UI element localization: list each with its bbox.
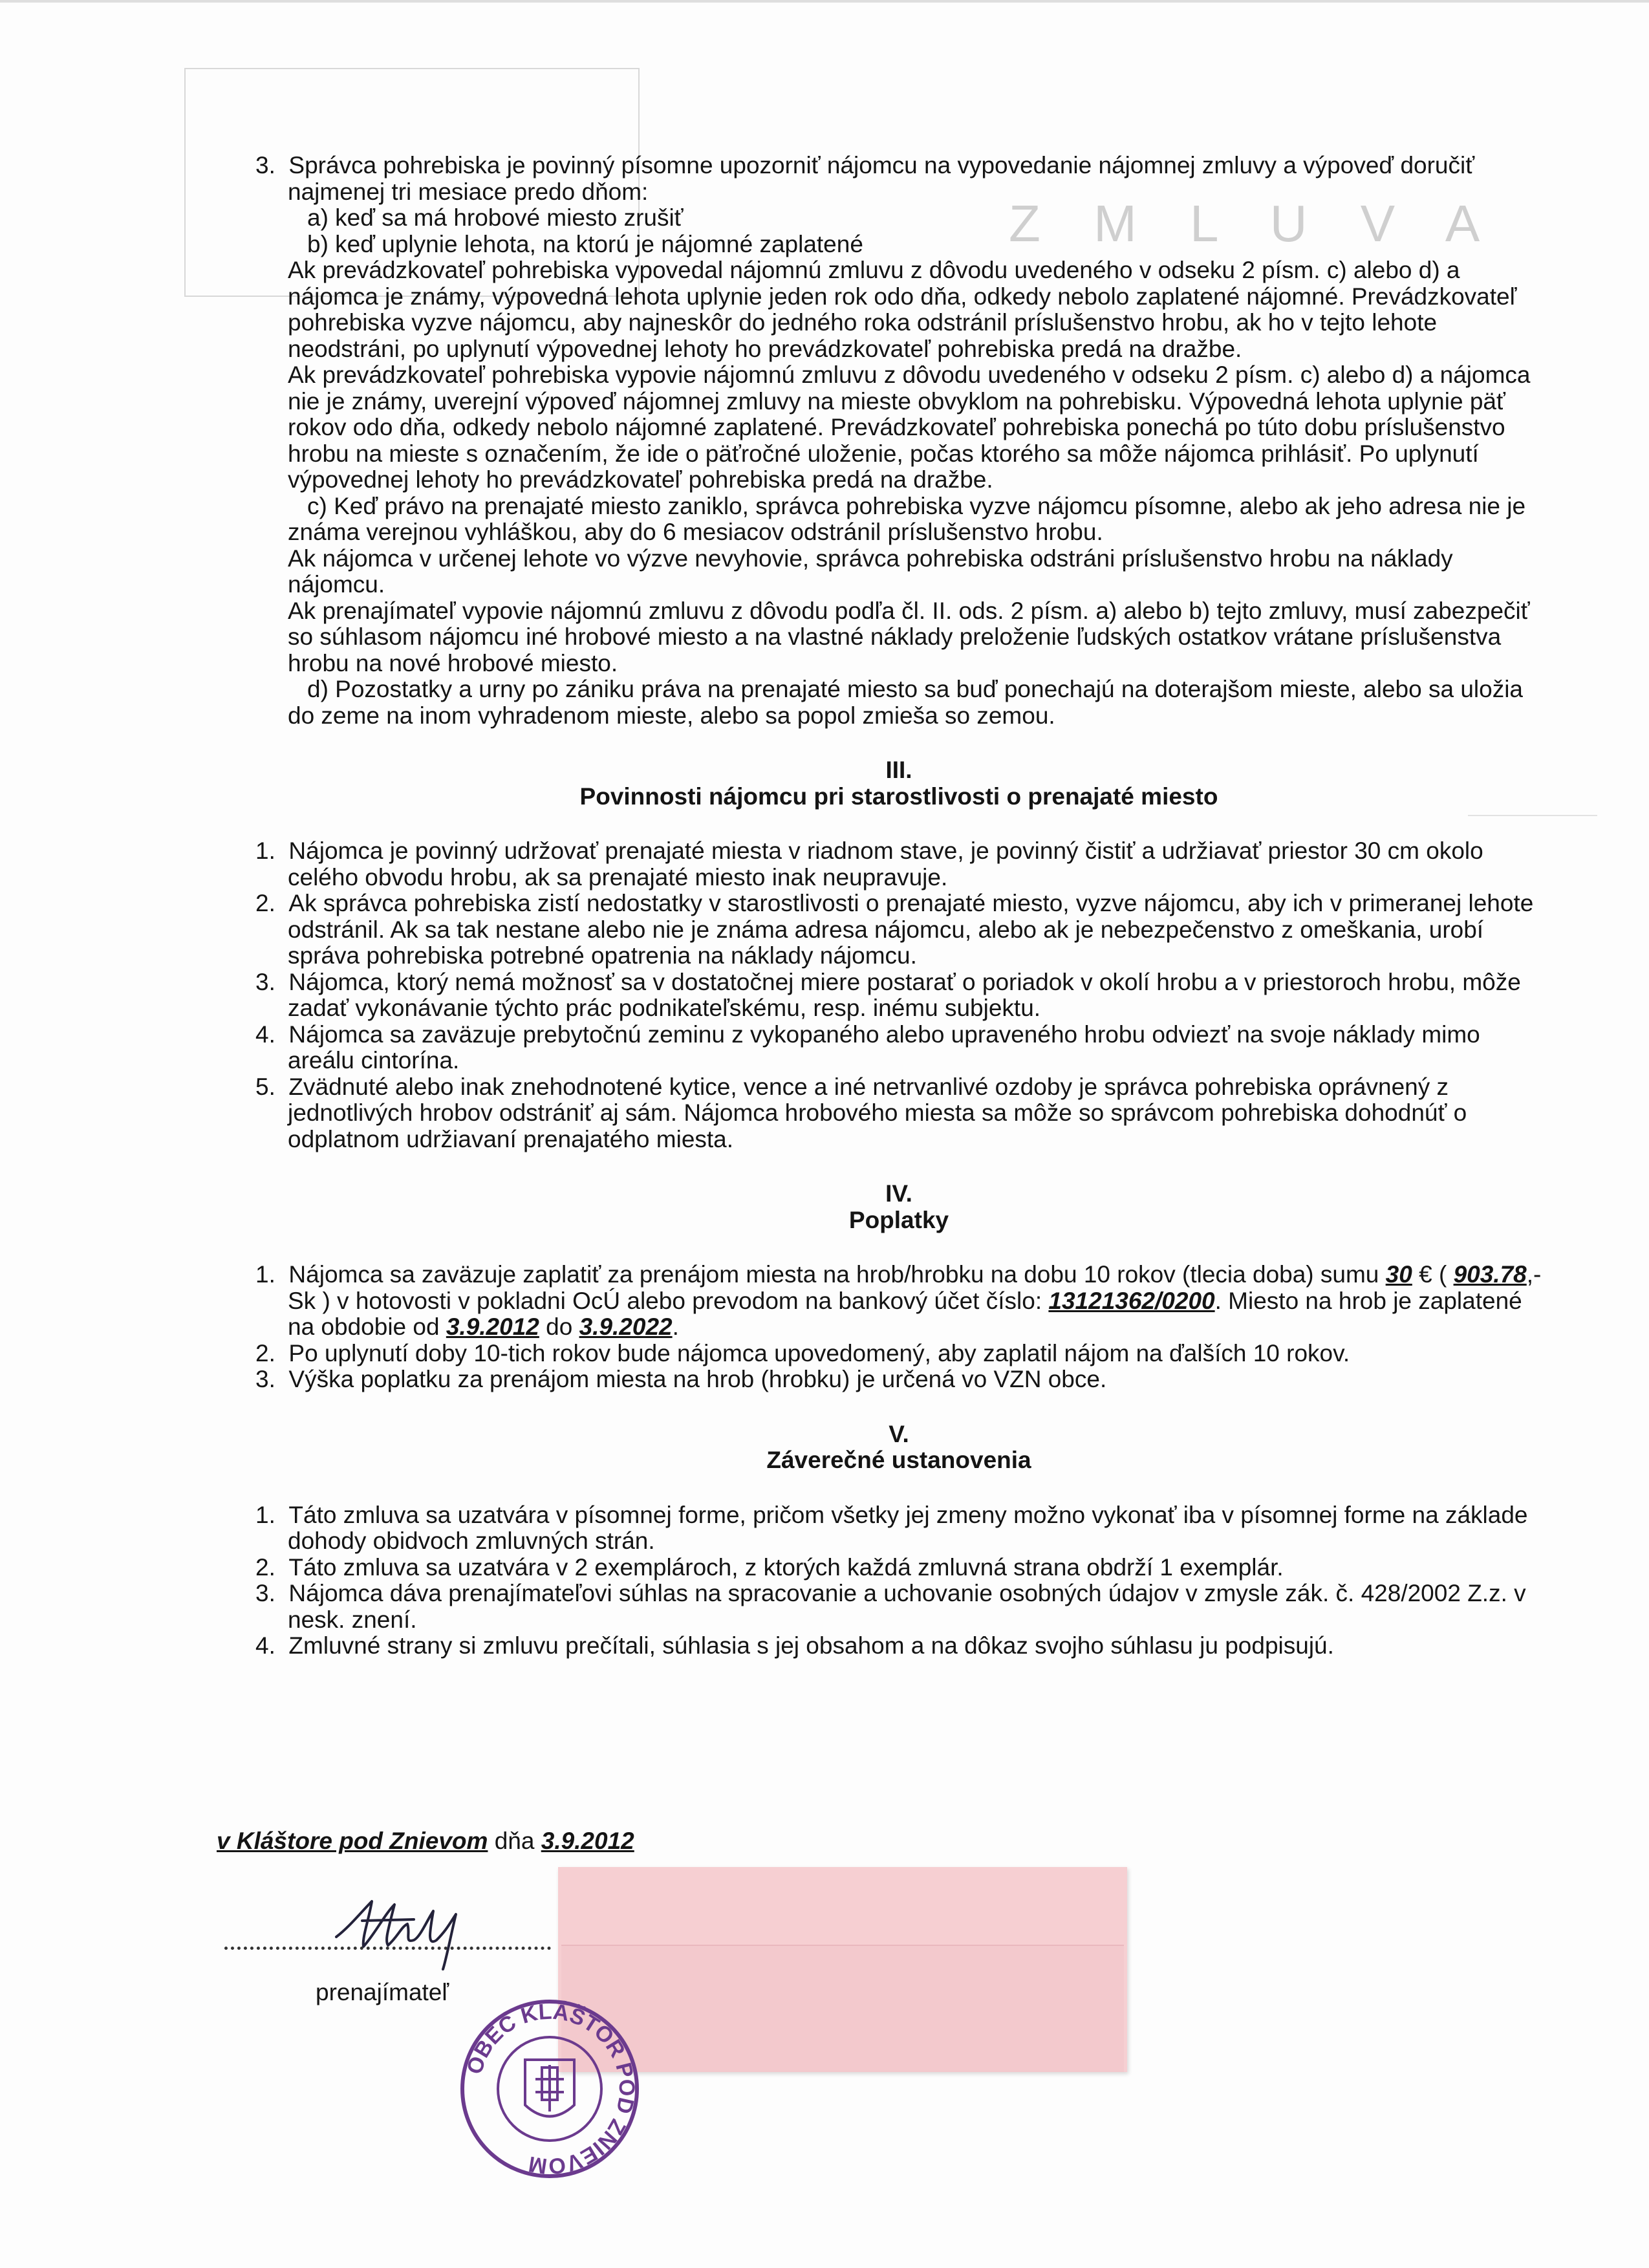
paragraph-point-d: d) Pozostatky a urny po zániku práva na prenajaté miesto sa buď ponechajú na doterajšom mieste, alebo sa uložia do zeme na inom vyhradenom mieste, alebo sa popol zmieša so zemou. — [288, 676, 1524, 729]
bleed-through-heading: Z M L U V A — [1009, 195, 1500, 252]
item-text: Výška poplatku za prenájom miesta na hrob (hrobku) je určená vo VZN obce. — [288, 1366, 1107, 1392]
list-item — [255, 969, 1542, 1022]
amount-sk: 903.78 — [1453, 1261, 1527, 1288]
item-text: Zmluvné strany si zmluvu prečítali, súhlasia s jej obsahom a na dôkaz svojho súhlasu ju podpisujú. — [288, 1632, 1334, 1659]
signing-place: v Kláštore pod Znievom — [217, 1828, 488, 1854]
item-text: Táto zmluva sa uzatvára v 2 exemplároch, z ktorých každá zmluvná strana obdrží 1 exemplár. — [288, 1553, 1284, 1581]
paragraph-unknown-tenant: Ak prevádzkovateľ pohrebiska vypovie nájomnú zmluvu z dôvodu uvedeného v odseku 2 písm. c) alebo d) a nájomca nie je známy, uverejní výpoveď nájomnej zmluvy na mieste obvyklom na pohrebisku. Výpovedná lehota uplynie päť rokov odo dňa, odkedy nebolo nájomné zaplatené. Prevádzkovateľ pohrebiska ponechá po túto dobu príslušenstvo hrobu na mieste s označením, že ide o päťročné uloženie, počas ktorého sa môže nájomca prihlásiť. Po uplynutí výpovednej lehoty ho prevádzkovateľ pohrebiska predá na dražbe. — [288, 362, 1531, 493]
item-text: Zvädnuté alebo inak znehodnotené kytice, vence a iné netrvanlivé ozdoby je správca pohrebiska oprávnený z jednotlivých hrobov odstrániť aj sám. Nájomca hrobového miesta sa môže so správcom pohrebiska dohodnúť o odplatnom udržiavaní prenajatého miesta. — [288, 1073, 1467, 1152]
list-item — [255, 1022, 1542, 1074]
item-3-point-a: a) keď sa má hrobové miesto zrušiť — [307, 204, 684, 231]
fees-item-1: 1. Nájomca sa zaväzuje zaplatiť za prenájom miesta na hrob/hrobku na dobu 10 rokov (tlecia doba) sumu 30 € ( 903.78,- Sk ) v hotovosti v pokladni OcÚ alebo prevodom na bankový účet číslo: 13121362/0200. Miesto na hrob je zaplatené na obdobie od 3.9.2012 do 3.9.2022. — [255, 1261, 1542, 1340]
stamp-text: OBEC KLÁŠTOR POD ZNIEVOM — [462, 1999, 640, 2179]
scan-edge — [0, 0, 1649, 3]
section-iii-title: Povinnosti nájomcu pri starostlivosti o prenajaté miesto — [579, 783, 1218, 810]
paragraph-point-c: c) Keď právo na prenajaté miesto zaniklo, správca pohrebiska vyzve nájomcu písomne, alebo ak jeho adresa nie je známa verejnou vyhláškou, aby do 6 mesiacov odstránil príslušenstvo hrobu. — [288, 492, 1526, 545]
signing-date: 3.9.2012 — [541, 1828, 634, 1854]
section-iv-list — [255, 1341, 1542, 1393]
coat-of-arms-icon — [525, 2060, 574, 2117]
item-3-point-b: b) keď uplynie lehota, na ktorú je nájomné zaplatené — [307, 230, 863, 257]
item-text: Nájomca, ktorý nemá možnosť sa v dostatočnej miere postarať o poriadok v okolí hrobu a v priestoroch hrobu, môže zadať vykonávanie týchto prác podnikateľskému, resp. inému subjektu. — [288, 968, 1521, 1021]
item-text: Táto zmluva sa uzatvára v písomnej forme, pričom všetky jej zmeny možno vykonať iba v písomnej forme na základe dohody obidvoch zmluvných strán. — [288, 1501, 1528, 1554]
item-number: 3. — [255, 968, 275, 995]
item-number: 3. — [255, 1580, 275, 1606]
item-number: 1. — [255, 837, 275, 864]
item-text: Ak správca pohrebiska zistí nedostatky v starostlivosti o prenajaté miesto, vyzve nájomcu, aby ich v primeranej lehote odstránil. Ak sa tak nestane alebo nie je známa adresa nájomcu, alebo ak je nebezpečenstvo z omeškania, urobí správa pohrebiska potrebné opatrenia na náklady nájomcu. — [288, 890, 1534, 969]
list-item — [255, 1074, 1542, 1153]
section-iii-list — [255, 838, 1542, 1152]
signer-label: prenajímateľ — [316, 1979, 449, 2005]
item-number: 4. — [255, 1021, 275, 1048]
list-item — [255, 1341, 1542, 1367]
amount-eur: 30 — [1385, 1261, 1412, 1288]
date-from: 3.9.2012 — [446, 1313, 539, 1340]
signature-line — [224, 1947, 551, 1950]
item-text: Nájomca sa zaväzuje prebytočnú zeminu z vykopaného alebo upraveného hrobu odviezť na svoje náklady mimo areálu cintorína. — [288, 1021, 1480, 1074]
list-item — [255, 1366, 1542, 1393]
section-iv-title: Poplatky — [848, 1206, 949, 1233]
item-number: 2. — [255, 1553, 275, 1581]
date-to: 3.9.2022 — [579, 1313, 673, 1340]
list-item — [255, 1555, 1542, 1581]
list-item — [255, 1581, 1542, 1633]
item-number: 3. — [255, 1366, 275, 1392]
item-number: 2. — [255, 1339, 275, 1366]
list-item — [255, 1633, 1542, 1659]
document-body — [255, 153, 1542, 1659]
item-number: 2. — [255, 890, 275, 916]
section-v-list — [255, 1502, 1542, 1659]
section-iv-number: IV. — [885, 1180, 912, 1207]
section-v-title: Záverečné ustanovenia — [766, 1447, 1031, 1473]
paragraph-removal-costs: Ak nájomca v určenej lehote vo výzve nevyhovie, správca pohrebiska odstráni príslušenstvo hrobu na náklady nájomcu. — [288, 545, 1453, 598]
municipal-stamp — [453, 1995, 647, 2183]
handwritten-signature — [323, 1875, 491, 1972]
item-text: Nájomca dáva prenajímateľovi súhlas na spracovanie a uchovanie osobných údajov v zmysle zák. č. 428/2002 Z.z. v nesk. znení. — [288, 1580, 1526, 1633]
item-number: 1. — [255, 1501, 275, 1528]
item-text: Nájomca je povinný udržovať prenajaté miesta v riadnom stave, je povinný čistiť a udržiavať priestor 30 cm okolo celého obvodu hrobu, ak sa prenajaté miesto inak neupravuje. — [288, 837, 1483, 891]
list-item — [255, 891, 1542, 969]
paragraph-known-tenant: Ak prevádzkovateľ pohrebiska vypovedal nájomnú zmluvu z dôvodu uvedeného v odseku 2 písm. c) alebo d) a nájomca je známy, výpovedná lehota uplynie jeden rok odo dňa, odkedy nebolo zaplatené nájomné. Prevádzkovateľ pohrebiska vyzve nájomcu, aby najneskôr do jedného roka odstránil príslušenstvo hrobu, ak ho v tejto lehote neodstráni, po uplynutí výpovednej lehoty ho prevádzkovateľ pohrebiska predá na dražbe. — [288, 257, 1517, 362]
section-iii-number: III. — [885, 757, 912, 783]
item-text: Po uplynutí doby 10-tich rokov bude nájomca upovedomený, aby zaplatil nájom na ďalších 10 rokov. — [288, 1339, 1350, 1366]
item-number: 5. — [255, 1073, 275, 1100]
list-item — [255, 838, 1542, 891]
list-item — [255, 1502, 1542, 1555]
paragraph-new-grave-site: Ak prenajímateľ vypovie nájomnú zmluvu z dôvodu podľa čl. II. ods. 2 písm. a) alebo b) tejto zmluvy, musí zabezpečiť so súhlasom nájomcu iné hrobové miesto a na vlastné náklady preloženie ľudských ostatkov vrátane príslušenstva hrobu na nové hrobové miesto. — [288, 597, 1530, 676]
item-number: 4. — [255, 1632, 275, 1659]
place-and-date: v Kláštore pod Znievom dňa 3.9.2012 — [217, 1828, 634, 1854]
section-ii-item-3: 3. Správca pohrebiska je povinný písomne upozorniť nájomcu na vypovedanie nájomnej zmluvy a výpoveď doručiť najmenej tri mesiace predo dňom: — [255, 152, 1475, 205]
section-v-number: V. — [889, 1420, 909, 1447]
bank-account: 13121362/0200 — [1048, 1287, 1215, 1314]
